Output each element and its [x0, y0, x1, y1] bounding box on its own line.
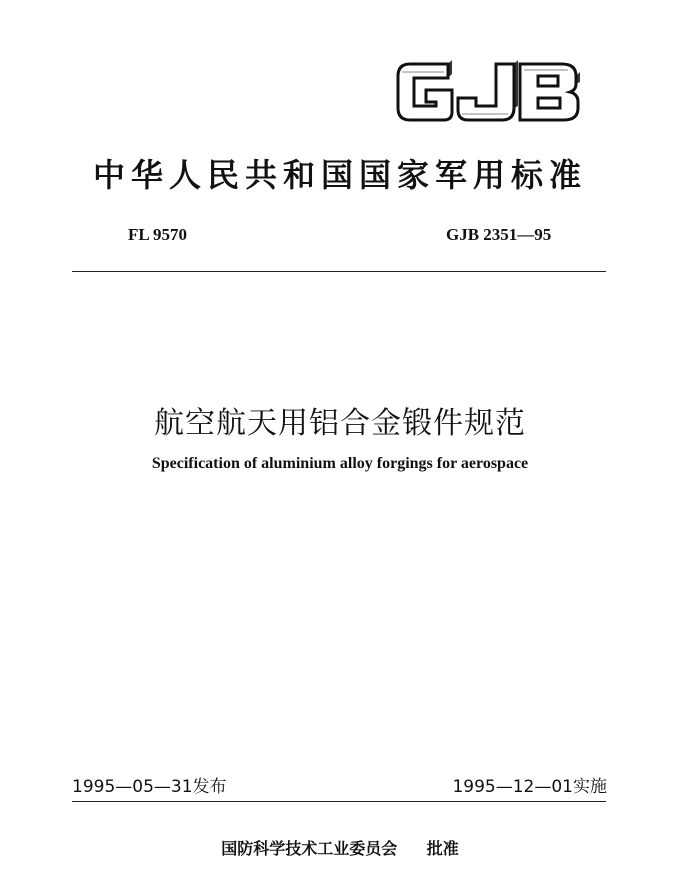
gjb-logo: [392, 52, 582, 132]
top-divider: [72, 271, 606, 272]
standard-type-heading: 中华人民共和国国家军用标准: [92, 156, 587, 194]
approval-line: [0, 836, 680, 859]
standard-number: GJB 2351—95: [446, 225, 552, 244]
issue-date: 1995—05—31发布: [72, 777, 227, 797]
implementation-date: 1995—12—01实施: [452, 777, 607, 797]
document-title-english: Specification of aluminium alloy forgings for aerospace: [151, 455, 529, 472]
bottom-divider: [72, 801, 606, 802]
approving-authority: 国防科学技术工业委员会: [221, 839, 398, 858]
classification-code: FL 9570: [128, 225, 188, 244]
document-title-chinese: 航空航天用铝合金锻件规范: [154, 406, 526, 441]
approval-verb: 批准: [426, 839, 459, 858]
